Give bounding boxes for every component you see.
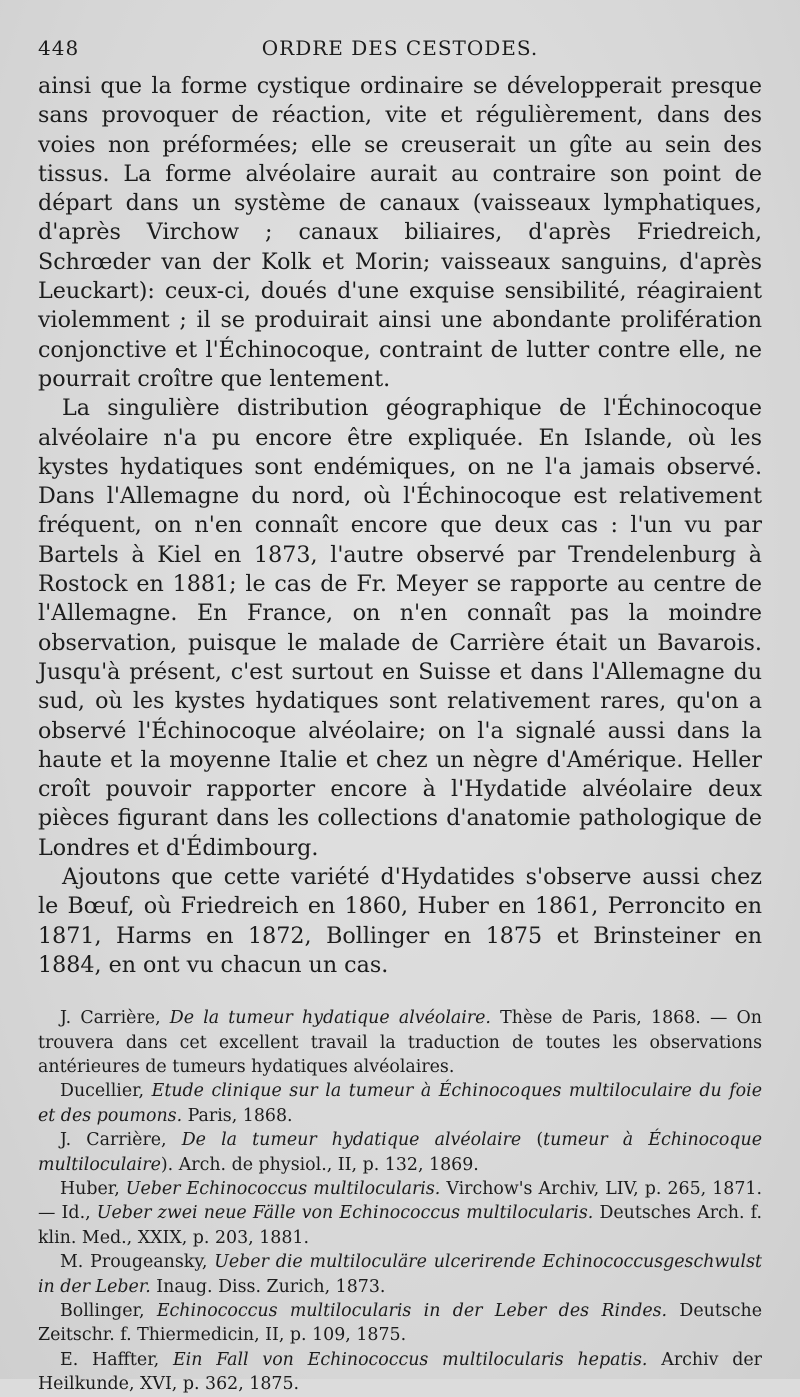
ref-7-author: E. Haffter, <box>60 1349 173 1370</box>
running-title: ORDRE DES CESTODES. <box>261 36 539 60</box>
bibliography <box>38 1006 762 1397</box>
page-header <box>38 36 762 72</box>
ref-5-author: M. Prougeansky, <box>60 1252 215 1273</box>
ref-1-author: J. Carrière, <box>60 1008 170 1029</box>
reference-7 <box>38 1348 762 1397</box>
ref-3-subtitle: tumeur à Échinocoque multiloculaire <box>38 1130 762 1175</box>
main-text <box>38 72 762 980</box>
ref-7-title: Ein Fall von Echinococcus multilocularis hepatis. <box>172 1349 648 1370</box>
paragraph-1: ainsi que la forme cystique ordinaire se développerait presque sans provoquer de réaction, vite et régulièrement, dans des voies non préformées; elle se creuserait un gîte au sein des tissus. La forme alvéolaire aurait au contraire son point de départ dans un système de canaux (vaisseaux lymphatiques, d'après Virchow ; canaux biliaires, d'après Friedreich, Schrœder van der Kolk et Morin; vaisseaux sanguins, d'après Leuckart): ceux-ci, doués d'une exquise sensibilité, réagiraient violemment ; il se produirait ainsi une abondante prolifération conjonctive et l'Échinocoque, contraint de lutter contre elle, ne pourrait croître que lentement. <box>38 73 762 392</box>
ref-5-details: Inaug. Diss. Zurich, 1873. <box>150 1276 386 1297</box>
reference-3 <box>38 1128 762 1177</box>
ref-4-author: Huber, <box>60 1179 126 1200</box>
ref-3-title: De la tumeur hydatique alvéolaire <box>181 1130 522 1151</box>
ref-7-details: Archiv der Heilkunde, XVI, p. 362, 1875. <box>38 1349 762 1395</box>
ref-3-paren-open: ( <box>521 1130 544 1151</box>
ref-4-title: Ueber Echinococcus multilocularis. <box>125 1179 441 1200</box>
ref-1-details: Thèse de Paris, 1868. — On trouvera dans cet excellent travail la traduction de toutes les observations antérieures de tumeurs hydatiques alvéolaires. <box>38 1008 762 1078</box>
ref-6-details: Deutsche Zeitschr. f. Thiermedicin, II, p. 109, 1875. <box>38 1301 762 1346</box>
reference-1 <box>38 1006 762 1079</box>
reference-5 <box>38 1250 762 1299</box>
paragraph-2: La singulière distribution géographique de l'Échinocoque alvéolaire n'a pu encore être expliquée. En Islande, où les kystes hydatiques sont endémiques, on ne l'a jamais observé. Dans l'Allemagne du nord, où l'Échinocoque est relativement fréquent, on n'en connaît encore que deux cas : l'un vu par Bartels à Kiel en 1873, l'autre observé par Trendelenburg à Rostock en 1881; le cas de Fr. Meyer se rapporte au centre de l'Allemagne. En France, on n'en connaît pas la moindre observation, puisque le malade de Carrière était un Bavarois. Jusqu'à présent, c'est surtout en Suisse et dans l'Allemagne du sud, où les kystes hydatiques sont relativement rares, qu'on a observé l'Échinocoque alvéolaire; on l'a signalé aussi dans la haute et la moyenne Italie et chez un nègre d'Amérique. Heller croît pouvoir rapporter encore à l'Hydatide alvéolaire deux pièces figurant dans les collections d'anatomie pathologique de Londres et d'Édimbourg. <box>38 395 762 861</box>
ref-1-title: De la tumeur hydatique alvéolaire. <box>169 1008 491 1029</box>
ref-3-details: ). Arch. de physiol., II, p. 132, 1869. <box>160 1154 479 1175</box>
page-number: 448 <box>38 36 80 60</box>
ref-6-title: Echinococcus multilocularis in der Leber des Rindes. <box>156 1301 668 1322</box>
ref-2-author: Ducellier, <box>60 1081 152 1102</box>
reference-4 <box>38 1177 762 1250</box>
reference-6 <box>38 1299 762 1348</box>
ref-3-author: J. Carrière, <box>60 1130 182 1151</box>
ref-4-details-2: Deutsches Arch. f. klin. Med., XXIX, p. 203, 1881. <box>38 1203 762 1248</box>
paragraph-3: Ajoutons que cette variété d'Hydatides s'observe aussi chez le Bœuf, où Friedreich en 1860, Huber en 1861, Perroncito en 1871, Harms en 1872, Bollinger en 1875 et Brinsteiner en 1884, en ont vu chacun un cas. <box>38 864 762 978</box>
reference-2 <box>38 1079 762 1128</box>
ref-6-author: Bollinger, <box>60 1301 157 1322</box>
ref-2-title: Etude clinique sur la tumeur à Échinocoques multiloculaire du foie et des poumons. <box>38 1081 762 1126</box>
ref-5-title: Ueber die multiloculäre ulcerirende Echinococcusgeschwulst in der Leber. <box>38 1252 762 1297</box>
ref-4-title-2: Ueber zwei neue Fälle von Echinococcus multilocularis. <box>96 1203 594 1224</box>
ref-4-details-1: Virchow's Archiv, LIV, p. 265, 1871. — Id., <box>38 1179 762 1224</box>
ref-2-details: Paris, 1868. <box>182 1105 293 1126</box>
